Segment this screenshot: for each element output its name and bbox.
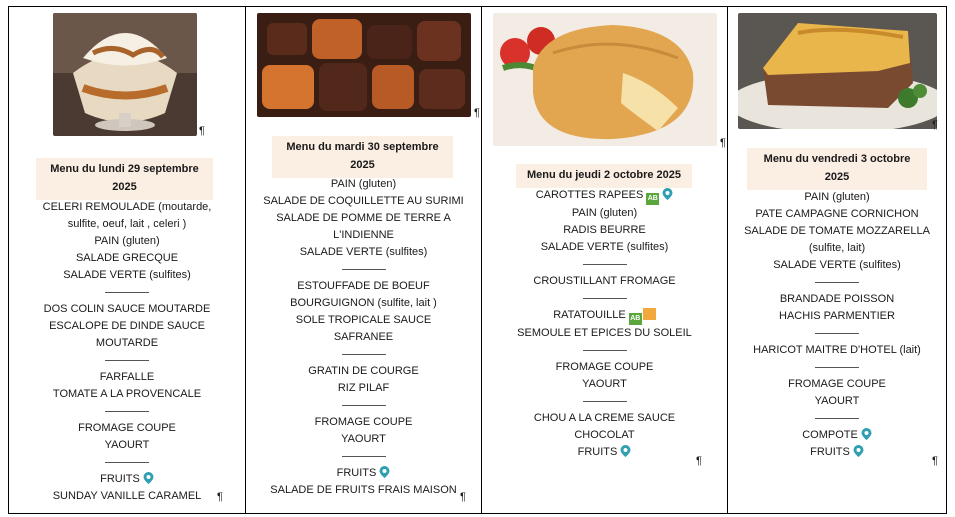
local-product-icon [643, 308, 656, 320]
menu-line: SALADE DE TOMATE MOZZARELLA [744, 225, 930, 237]
separator [9, 454, 245, 471]
menu-line: CHOU A LA CREME SAUCE [533, 412, 676, 424]
menu-line: SALADE VERTE (sulfites) [63, 269, 191, 281]
menu-line: PAIN (gluten) [804, 191, 870, 203]
menu-line: SALADE DE POMME DE TERRE A [276, 212, 451, 224]
separator [9, 284, 245, 301]
menu-line: SUNDAY VANILLE CARAMEL [52, 490, 202, 502]
separator [246, 397, 481, 414]
menu-line-with-icons [482, 187, 727, 205]
menu-line: SAFRANEE [333, 331, 394, 343]
menu-line: PATE CAMPAGNE CORNICHON [755, 208, 919, 220]
organic-label-icon: AB [629, 313, 642, 325]
separator [482, 342, 727, 359]
pilcrow-mark: ¶ [217, 491, 223, 503]
separator [482, 256, 727, 273]
menu-line-text: FRUITS [100, 473, 140, 485]
menu-items [9, 199, 245, 505]
menu-line: CROUSTILLANT FROMAGE [533, 275, 676, 287]
location-pin-icon [620, 445, 631, 457]
menu-line-with-pin [728, 444, 946, 461]
pilcrow-mark: ¶ [696, 455, 702, 467]
menu-line: BRANDADE POISSON [779, 293, 895, 305]
separator [482, 393, 727, 410]
separator [246, 448, 481, 465]
menu-line: HACHIS PARMENTIER [779, 310, 895, 322]
menu-line: ESTOUFFADE DE BOEUF [297, 280, 430, 292]
menu-line: PAIN (gluten) [571, 207, 638, 219]
separator [728, 359, 946, 376]
separator [246, 261, 481, 278]
menu-line-with-pin [482, 444, 727, 461]
menu-line: GRATIN DE COURGE [308, 365, 419, 377]
day-column-tuesday [245, 7, 481, 513]
sundae-photo [53, 13, 197, 136]
menu-line: RADIS BEURRE [563, 224, 646, 236]
menu-line-with-pin [728, 427, 946, 444]
menu-table [8, 6, 947, 514]
day-header [272, 136, 453, 178]
menu-items [482, 187, 727, 461]
day-header [747, 148, 927, 190]
separator [9, 352, 245, 369]
cheese-pastry-photo [493, 13, 717, 146]
menu-line: TOMATE A LA PROVENCALE [52, 388, 202, 400]
location-pin-icon [853, 445, 864, 457]
day-column-friday [727, 7, 946, 513]
pilcrow-mark: ¶ [199, 125, 205, 137]
menu-line: sulfite, oeuf, lait , celeri ) [67, 218, 187, 230]
day-header-year: 2025 [112, 181, 137, 193]
menu-line: YAOURT [104, 439, 150, 451]
menu-line: FROMAGE COUPE [555, 361, 654, 373]
separator [728, 325, 946, 342]
menu-line: BOURGUIGNON (sulfite, lait ) [290, 297, 437, 309]
menu-line: SALADE DE COQUILLETTE AU SURIMI [263, 195, 464, 207]
day-column-monday [9, 7, 245, 513]
menu-line: L'INDIENNE [333, 229, 394, 241]
day-header-title: Menu du mardi 30 septembre [286, 141, 439, 153]
menu-line-with-pin [246, 465, 481, 482]
day-header [36, 158, 213, 200]
menu-line: YAOURT [814, 395, 860, 407]
day-header-year: 2025 [350, 159, 375, 171]
menu-line-with-icons [482, 307, 727, 325]
menu-line: CHOCOLAT [574, 429, 635, 441]
menu-line: (sulfite, lait) [808, 242, 866, 254]
separator [246, 346, 481, 363]
menu-line: SALADE VERTE (sulfites) [773, 259, 901, 271]
menu-line: FROMAGE COUPE [788, 378, 886, 390]
pilcrow-mark: ¶ [720, 137, 726, 149]
menu-line: SEMOULE ET EPICES DU SOLEIL [517, 327, 692, 339]
hachis-parmentier-photo [738, 13, 937, 129]
location-pin-icon [143, 472, 154, 484]
separator [728, 274, 946, 291]
day-header-title: Menu du lundi 29 septembre [50, 163, 199, 175]
menu-line-text: RATATOUILLE [553, 309, 626, 321]
menu-line: PAIN (gluten) [330, 178, 397, 190]
menu-line: ESCALOPE DE DINDE SAUCE [49, 320, 205, 332]
day-header-title: Menu du jeudi 2 octobre 2025 [526, 169, 682, 181]
location-pin-icon [861, 428, 872, 440]
separator [482, 290, 727, 307]
menu-line: FARFALLE [99, 371, 155, 383]
menu-line-text: CAROTTES RAPEES [535, 189, 644, 201]
menu-line: SALADE GRECQUE [75, 252, 179, 264]
pilcrow-mark: ¶ [474, 107, 480, 119]
menu-line: PAIN (gluten) [94, 235, 160, 247]
beef-stew-photo [257, 13, 471, 117]
day-header-title: Menu du vendredi 3 octobre [763, 153, 911, 165]
location-pin-icon [379, 466, 390, 478]
pilcrow-mark: ¶ [460, 491, 466, 503]
menu-line: SALADE VERTE (sulfites) [540, 241, 669, 253]
menu-line: SOLE TROPICALE SAUCE [295, 314, 432, 326]
menu-line: SALADE DE FRUITS FRAIS MAISON [270, 484, 457, 496]
menu-line: MOUTARDE [95, 337, 159, 349]
menu-line-text: FRUITS [336, 467, 377, 479]
menu-line: YAOURT [341, 433, 386, 445]
menu-line: YAOURT [582, 378, 627, 390]
menu-items [246, 176, 481, 499]
menu-line: DOS COLIN SAUCE MOUTARDE [43, 303, 211, 315]
menu-line: FROMAGE COUPE [78, 422, 176, 434]
menu-line-with-pin [9, 471, 245, 488]
day-header [516, 164, 692, 188]
menu-line: FROMAGE COUPE [314, 416, 413, 428]
day-header-year: 2025 [824, 171, 850, 183]
pilcrow-mark: ¶ [932, 455, 938, 467]
day-column-thursday [481, 7, 727, 513]
menu-line-text: COMPOTE [802, 429, 858, 441]
separator [728, 410, 946, 427]
location-pin-icon [662, 188, 673, 200]
menu-line-text: FRUITS [577, 446, 618, 458]
menu-line: HARICOT MAITRE D'HOTEL (lait) [753, 344, 921, 356]
organic-label-icon: AB [646, 193, 659, 205]
menu-line: SALADE VERTE (sulfites) [299, 246, 428, 258]
pilcrow-mark: ¶ [932, 119, 938, 131]
separator [9, 403, 245, 420]
menu-line-text: FRUITS [810, 446, 850, 458]
menu-items [728, 189, 946, 461]
menu-line: RIZ PILAF [337, 382, 390, 394]
menu-line: CELERI REMOULADE (moutarde, [42, 201, 212, 213]
